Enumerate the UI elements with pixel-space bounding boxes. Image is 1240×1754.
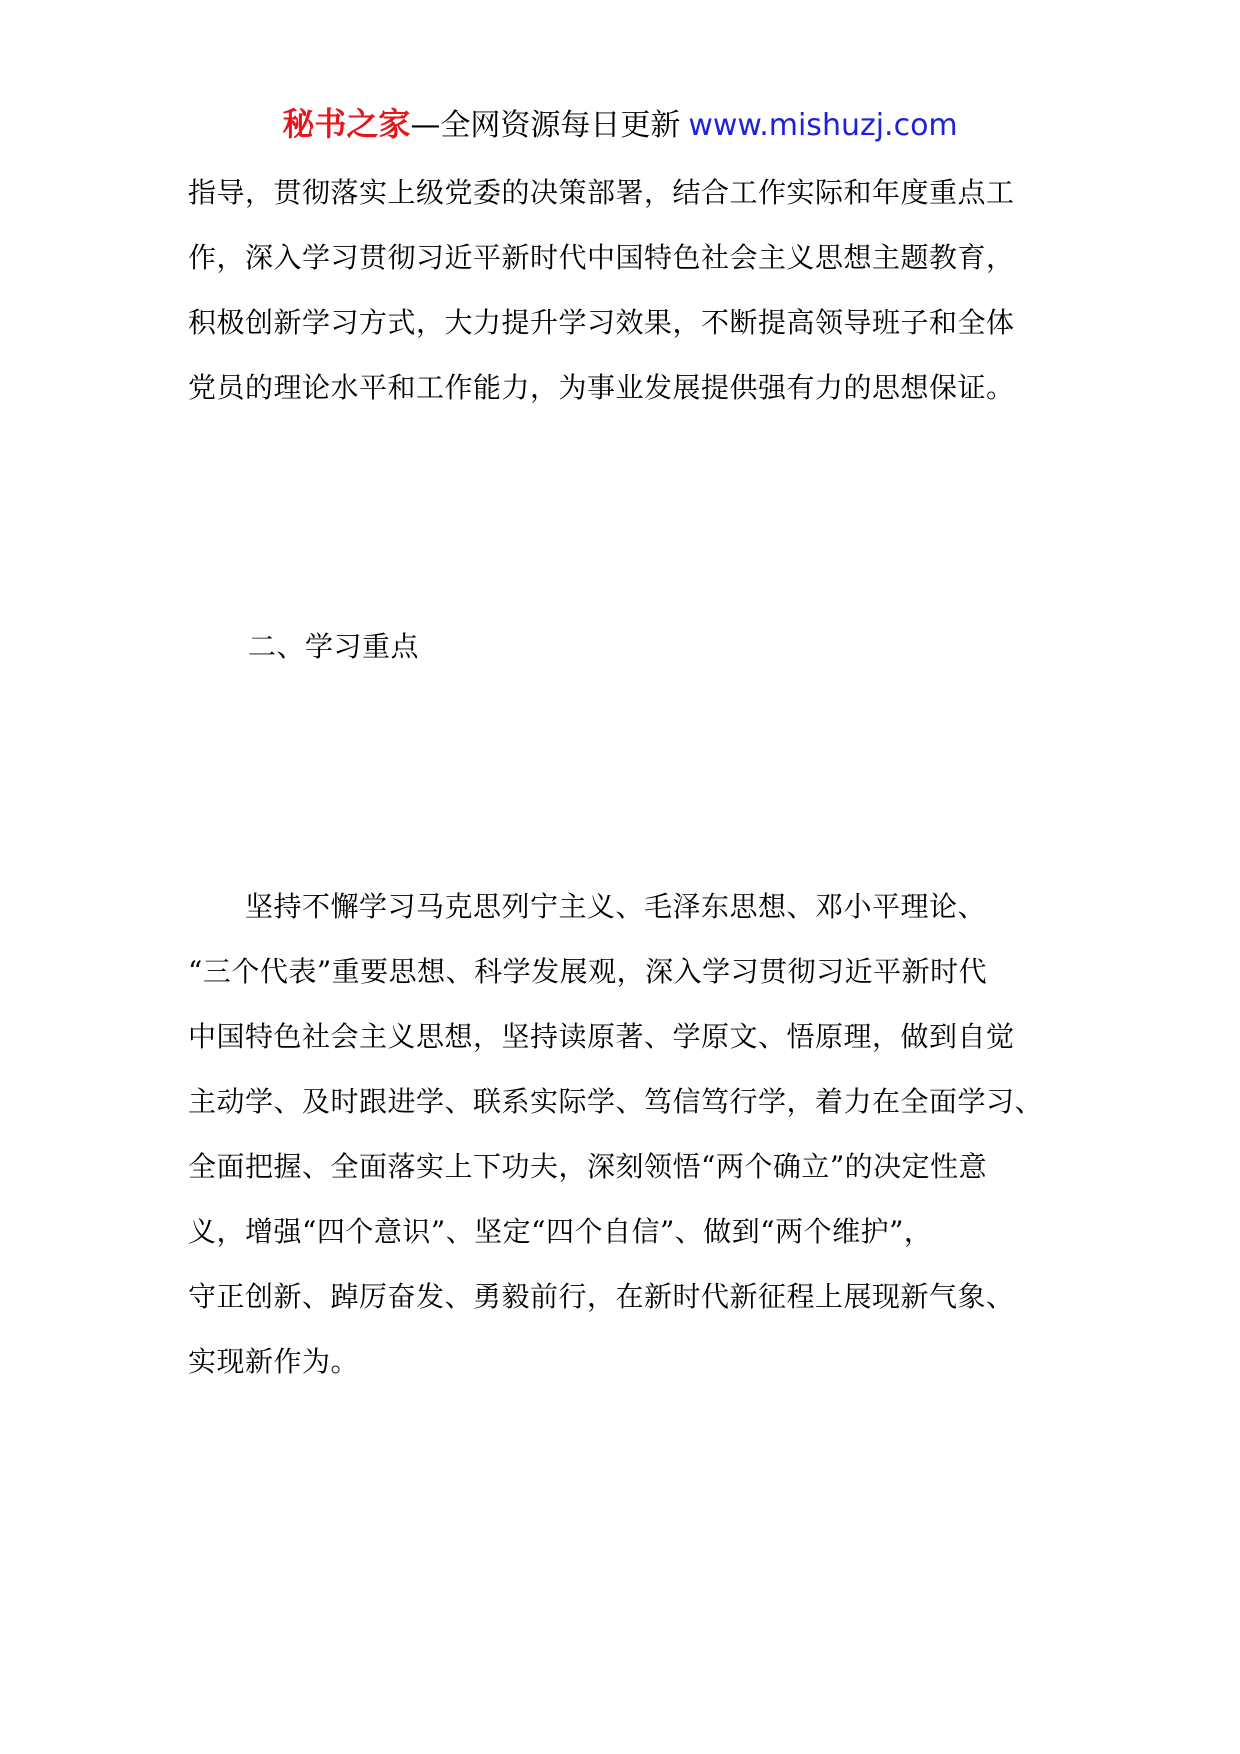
paragraph-line: 义，增强“四个意识”、坚定“四个自信”、做到“两个维护”，: [188, 1215, 933, 1248]
paragraph-line: 主动学、及时跟进学、联系实际学、笃信笃行学，着力在全面学习、: [188, 1085, 1044, 1118]
site-tagline: —全网资源每日更新: [410, 108, 681, 143]
paragraph-guidance: [188, 160, 1068, 420]
paragraph-line: 实现新作为。: [188, 1345, 360, 1378]
section-heading: 二、学习重点: [248, 630, 420, 663]
paragraph-study-focus: [188, 874, 1068, 1394]
paragraph-line: 党员的理论水平和工作能力，为事业发展提供强有力的思想保证。: [188, 371, 1015, 404]
paragraph-line: 中国特色社会主义思想，坚持读原著、学原文、悟原理，做到自觉: [188, 1020, 1015, 1053]
paragraph-line: 积极创新学习方式，大力提升学习效果，不断提高领导班子和全体: [188, 306, 1015, 339]
paragraph-line: 坚持不懈学习马克思列宁主义、毛泽东思想、邓小平理论、: [188, 890, 987, 923]
site-brand: 秘书之家: [282, 105, 411, 143]
paragraph-line: 指导，贯彻落实上级党委的决策部署，结合工作实际和年度重点工: [188, 176, 1015, 209]
paragraph-line: 守正创新、踔厉奋发、勇毅前行，在新时代新征程上展现新气象、: [188, 1280, 1015, 1313]
site-url-link[interactable]: www.mishuzj.com: [688, 108, 958, 143]
paragraph-line: 全面把握、全面落实上下功夫，深刻领悟“两个确立”的决定性意: [188, 1150, 988, 1183]
site-header: [0, 102, 1240, 148]
paragraph-line: “三个代表”重要思想、科学发展观，深入学习贯彻习近平新时代: [188, 955, 988, 988]
paragraph-line: 作，深入学习贯彻习近平新时代中国特色社会主义思想主题教育，: [188, 241, 1015, 274]
